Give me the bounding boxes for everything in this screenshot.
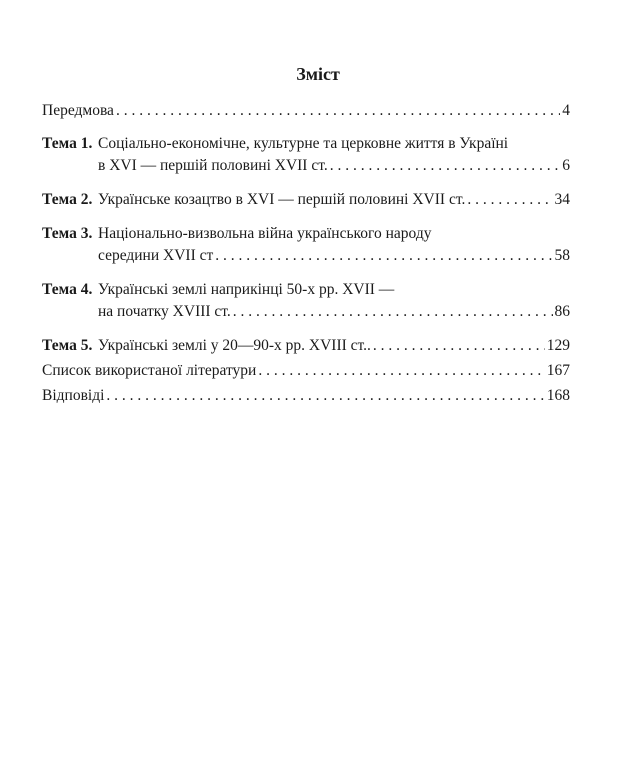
topic-label: Тема 2. xyxy=(42,191,93,208)
toc-page-number: 129 xyxy=(546,337,570,354)
toc-entry-topic-5[interactable] xyxy=(42,335,570,357)
dot-leader xyxy=(467,189,552,211)
topic-label: Тема 5. xyxy=(42,337,93,354)
toc-entry-title-continued: в XVI — першій половині XVII ст. xyxy=(98,157,328,174)
toc-page-number: 58 xyxy=(554,247,570,264)
dot-leader xyxy=(258,360,544,382)
dot-leader xyxy=(233,301,553,323)
toc-entry-topic-2[interactable] xyxy=(42,189,570,211)
toc-entry-title: Українські землі наприкінці 50-х рр. XVII — xyxy=(98,281,395,298)
toc-entry-title: Національно-визвольна війна українського народу xyxy=(98,225,432,242)
topic-label: Тема 3. xyxy=(42,225,93,242)
toc-entry-answers[interactable] xyxy=(42,385,570,407)
dot-leader xyxy=(215,245,552,267)
dot-leader xyxy=(373,335,545,357)
toc-page-number: 6 xyxy=(562,157,570,174)
toc-entry-title-continued: середини XVII ст xyxy=(98,247,214,264)
toc-entry-title: Відповіді xyxy=(42,387,105,404)
toc-entry-title-continued: на початку XVIII ст. xyxy=(98,303,231,320)
toc-entry-title: Передмова xyxy=(42,102,114,119)
toc-page-number: 167 xyxy=(546,362,570,379)
dot-leader xyxy=(330,155,561,177)
toc-entry-preface[interactable] xyxy=(42,100,570,122)
toc-entry-title: Соціально-економічне, культурне та церковне життя в Україні xyxy=(98,135,509,152)
toc-page-number: 86 xyxy=(554,303,570,320)
toc-page-number: 168 xyxy=(546,387,570,404)
toc-page-number: 34 xyxy=(554,191,570,208)
toc-entry-topic-4[interactable] xyxy=(42,279,570,323)
toc-page-number: 4 xyxy=(562,102,570,119)
page-title: Зміст xyxy=(296,64,340,84)
toc-entry-title: Список використаної літератури xyxy=(42,362,257,379)
toc-entry-bibliography[interactable] xyxy=(42,360,570,382)
dot-leader xyxy=(106,385,544,407)
table-of-contents xyxy=(42,100,570,407)
toc-entry-topic-3[interactable] xyxy=(42,223,570,267)
dot-leader xyxy=(116,100,560,122)
toc-entry-title: Українське козацтво в XVI — першій половині XVII ст. xyxy=(98,191,466,208)
topic-label: Тема 1. xyxy=(42,135,93,152)
topic-label: Тема 4. xyxy=(42,281,93,298)
toc-entry-title: Українські землі у 20—90-х рр. XVIII ст.. xyxy=(98,337,371,354)
toc-entry-topic-1[interactable] xyxy=(42,133,570,177)
